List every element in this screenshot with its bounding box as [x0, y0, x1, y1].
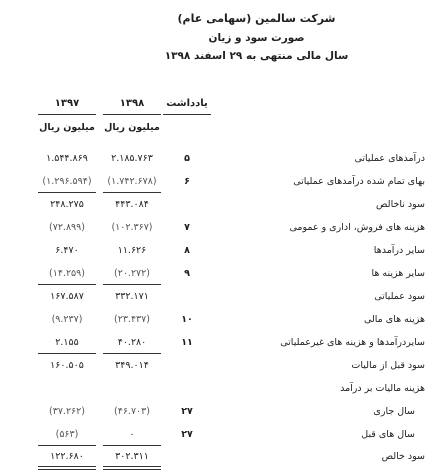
unit-1398: میلیون ریال — [104, 122, 160, 133]
value-1397: ۶.۴۷۰ — [55, 245, 79, 256]
value-1398: ۲.۱۸۵.۷۶۳ — [111, 153, 153, 164]
row-note: ۲۷ — [181, 429, 193, 440]
row-label: سود ناخالص — [376, 199, 425, 210]
row-label: سود خالص — [381, 451, 425, 462]
row-note: ۱۱ — [181, 337, 193, 348]
total-double-rule — [103, 466, 161, 470]
subtotal-rule — [38, 192, 96, 193]
unit-1397: میلیون ریال — [39, 122, 95, 133]
value-1398: ۳۳۲.۱۷۱ — [115, 291, 149, 302]
row-label: هزینه های مالی — [363, 314, 425, 325]
row-label: سایردرآمدها و هزینه های غیرعملیاتی — [280, 337, 425, 348]
year-1398-underline — [103, 114, 161, 115]
row-label: سایر هزینه ها — [371, 268, 425, 279]
value-1397: ۱.۵۴۴.۸۶۹ — [46, 153, 88, 164]
value-1397: (۹.۲۳۷) — [51, 314, 83, 325]
table-row — [0, 314, 443, 336]
value-1397: ۱۲۲.۶۸۰ — [50, 451, 84, 462]
row-note: ۸ — [184, 245, 190, 256]
statement-title: صورت سود و زیان — [208, 32, 305, 44]
value-1398: (۱۰۲.۳۶۷) — [111, 222, 153, 233]
value-1397: (۵۶۳) — [55, 429, 79, 440]
row-label: بهای تمام شده درآمدهای عملیاتی — [293, 176, 425, 187]
table-row — [0, 360, 443, 382]
row-note: ۷ — [184, 222, 190, 233]
row-label: سود قبل از مالیات — [351, 360, 425, 371]
subtotal-rule — [103, 284, 161, 285]
table-row — [0, 176, 443, 198]
note-column-header: یادداشت — [166, 98, 208, 109]
row-note: ۲۷ — [181, 406, 193, 417]
value-1398: ۱۱.۶۲۶ — [117, 245, 147, 256]
value-1398: ۳۰۲.۳۱۱ — [115, 451, 149, 462]
value-1397: (۱۴.۲۵۹) — [49, 268, 85, 279]
value-1398: (۱.۷۴۲.۶۷۸) — [107, 176, 157, 187]
subtotal-rule — [103, 353, 161, 354]
value-1398: ۴۰.۲۸۰ — [117, 337, 147, 348]
subtotal-rule — [38, 353, 96, 354]
table-row — [0, 383, 443, 405]
row-note: ۵ — [184, 153, 190, 164]
total-double-rule — [38, 466, 96, 470]
value-1397: ۲.۱۵۵ — [55, 337, 79, 348]
table-row — [0, 337, 443, 359]
table-row — [0, 291, 443, 313]
value-1397: (۳۷.۲۶۲) — [49, 406, 85, 417]
value-1397: ۲۴۸.۲۷۵ — [50, 199, 84, 210]
value-1398: ۳۴۹.۰۱۴ — [115, 360, 149, 371]
row-label: سال جاری — [373, 406, 415, 417]
value-1398: ۴۴۳.۰۸۴ — [115, 199, 149, 210]
value-1398: (۲۳.۴۳۷) — [114, 314, 150, 325]
row-note: ۱۰ — [181, 314, 193, 325]
table-row — [0, 199, 443, 221]
value-1398: (۴۶.۷۰۳) — [114, 406, 150, 417]
table-row — [0, 245, 443, 267]
value-1398: (۲۰.۲۷۲) — [114, 268, 150, 279]
table-row — [0, 222, 443, 244]
period-title: سال مالی منتهی به ۲۹ اسفند ۱۳۹۸ — [164, 50, 349, 62]
row-label: هزینه مالیات بر درآمد — [340, 383, 425, 394]
year-1397-header: ۱۳۹۷ — [54, 98, 80, 109]
company-name: شرکت سالمین (سهامی عام) — [177, 12, 336, 25]
value-1398: ۰ — [129, 429, 135, 440]
table-row — [0, 268, 443, 290]
row-label: درآمدهای عملیاتی — [354, 153, 425, 164]
subtotal-rule — [103, 192, 161, 193]
value-1397: (۷۲.۸۹۹) — [49, 222, 85, 233]
value-1397: (۱.۲۹۶.۵۹۴) — [42, 176, 92, 187]
year-1398-header: ۱۳۹۸ — [119, 98, 145, 109]
subtotal-rule — [103, 445, 161, 446]
subtotal-rule — [38, 445, 96, 446]
year-1397-underline — [38, 114, 96, 115]
subtotal-rule — [38, 284, 96, 285]
table-row — [0, 406, 443, 428]
table-row — [0, 153, 443, 175]
note-header-underline — [163, 114, 211, 115]
row-label: سال های قبل — [361, 429, 415, 440]
row-note: ۹ — [184, 268, 190, 279]
row-label: سود عملیاتی — [374, 291, 425, 302]
table-row — [0, 429, 443, 451]
row-note: ۶ — [184, 176, 190, 187]
value-1397: ۱۶۷.۵۸۷ — [50, 291, 84, 302]
row-label: هزینه های فروش، اداری و عمومی — [289, 222, 425, 233]
value-1397: ۱۶۰.۵۰۵ — [50, 360, 84, 371]
row-label: سایر درآمدها — [373, 245, 425, 256]
